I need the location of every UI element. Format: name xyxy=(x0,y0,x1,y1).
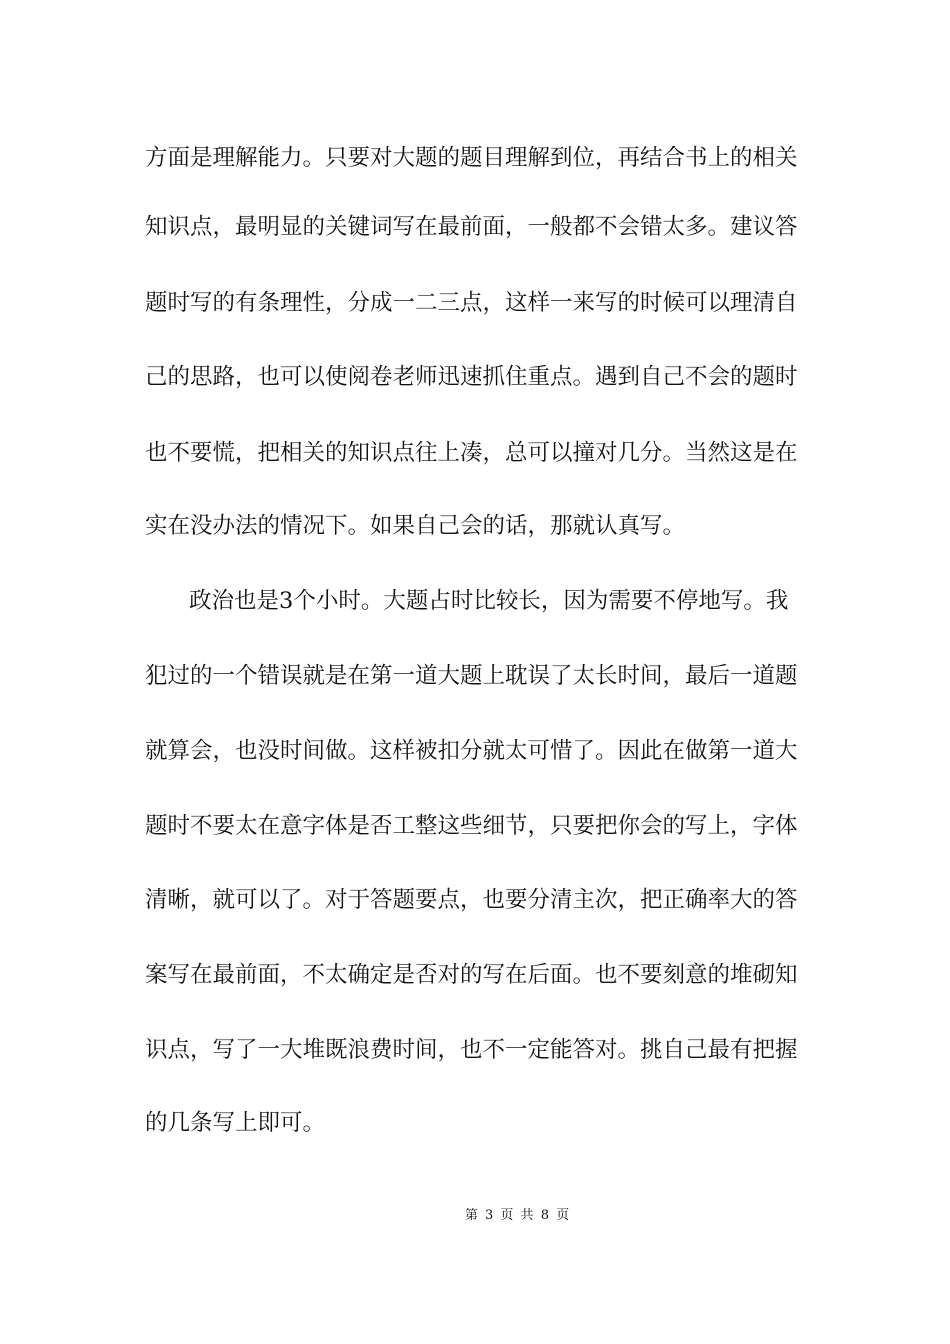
paragraph-line: 方面是理解能力。只要对大题的题目理解到位，再结合书上的相关 xyxy=(145,145,798,171)
page-footer xyxy=(0,1207,950,1225)
page-number: 第 3 页 共 8 页 xyxy=(464,1208,570,1223)
paragraph-line: 题时不要太在意字体是否工整这些细节，只要把你会的写上，字体 xyxy=(145,813,798,839)
paragraph-line: 知识点，最明显的关键词写在最前面，一般都不会错太多。建议答 xyxy=(145,214,798,240)
paragraph-line: 的几条写上即可。 xyxy=(145,1110,326,1136)
paragraph-line: 实在没办法的情况下。如果自己会的话，那就认真写。 xyxy=(145,513,686,539)
paragraph-line: 犯过的一个错误就是在第一道大题上耽误了太长时间，最后一道题 xyxy=(145,663,798,689)
paragraph-line: 清晰，就可以了。对于答题要点，也要分清主次，把正确率大的答 xyxy=(145,887,798,913)
paragraph-line: 题时写的有条理性，分成一二三点，这样一来写的时候可以理清自 xyxy=(145,290,798,316)
paragraph-line: 己的思路，也可以使阅卷老师迅速抓住重点。遇到自己不会的题时 xyxy=(145,364,798,390)
paragraph-line: 政治也是3个小时。大题占时比较长，因为需要不停地写。我 xyxy=(189,588,789,614)
paragraph-line: 识点，写了一大堆既浪费时间，也不一定能答对。挑自己最有把握 xyxy=(145,1037,798,1063)
paragraph-line: 就算会，也没时间做。这样被扣分就太可惜了。因此在做第一道大 xyxy=(145,738,798,764)
paragraph-line: 也不要慌，把相关的知识点往上凑，总可以撞对几分。当然这是在 xyxy=(145,440,798,466)
paragraph-line: 案写在最前面，不太确定是否对的写在后面。也不要刻意的堆砌知 xyxy=(145,962,798,988)
